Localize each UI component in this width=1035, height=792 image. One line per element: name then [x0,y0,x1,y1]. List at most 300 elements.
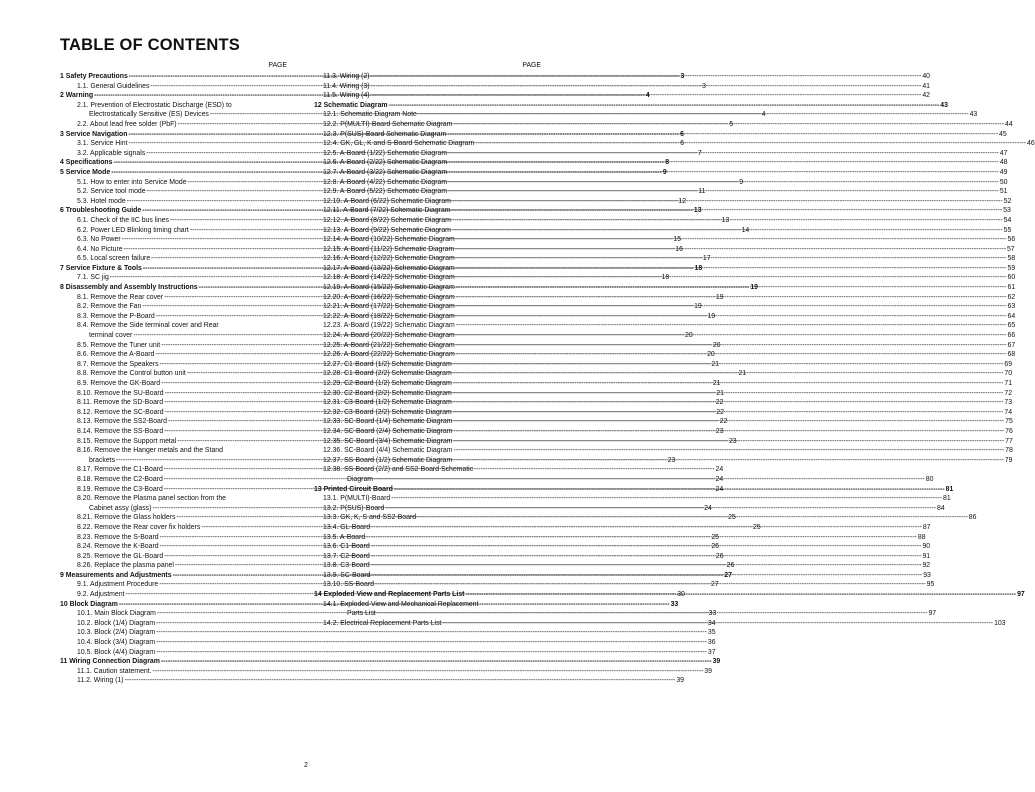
toc-entry-label: 8.16. Remove the Hanger metals and the Stand [77,447,223,455]
toc-subsection-entry[interactable] [312,197,1012,207]
toc-entry-page: 39 [676,677,684,685]
toc-leader-dots [465,590,1016,600]
toc-entry-label: 12.33. SC-Board (1/4) Schematic Diagram [323,418,453,426]
toc-subsection-entry[interactable] [312,110,978,120]
toc-entry-page: 47 [999,149,1008,157]
toc-entry-page: 23 [715,427,724,435]
toc-subsection-entry[interactable] [312,446,1013,456]
toc-entry-page: 24 [704,504,712,512]
toc-entry-label: 10 Block Diagram [60,600,118,608]
toc-entry-label: 13.6. C1-Board [323,543,370,551]
toc-entry-label: 11.5. Wiring (4) [323,92,370,100]
toc-entry-label: 6.3. No Power [77,236,121,244]
toc-leader-dots [453,446,1004,456]
toc-subsection-entry[interactable] [312,139,1035,149]
toc-entry-page: 43 [969,111,978,119]
toc-entry-page: 43 [940,101,948,109]
toc-entry-label: 6.5. Local screen failure [77,255,151,263]
toc-entry-label: 12.24. A-Board (20/22) Schematic Diagram [323,332,455,340]
toc-leader-dots [417,513,968,523]
toc-entry-label: 5 Service Mode [60,168,111,176]
toc-leader-dots [371,542,922,552]
toc-subsection-entry[interactable] [312,178,1008,188]
toc-subsection-entry[interactable] [58,494,287,504]
toc-entry-page: 91 [922,552,931,560]
toc-entry-label: 13.8. C3-Board [323,562,370,570]
toc-entry-label: 8.10. Remove the SU-Board [77,389,164,397]
toc-leader-dots [374,475,925,485]
toc-entry-label: 12.32. C3-Board (2/2) Schematic Diagram [323,408,452,416]
toc-entry-label: 13.4. GL-Board [323,523,371,531]
toc-entry-page: 13 [721,216,730,224]
toc-entry-label: 12.10. A-Board (6/22) Schematic Diagram [323,197,451,205]
toc-entry-label: 12.20. A-Board (16/22) Schematic Diagram [323,293,455,301]
toc-entry-label: 11.2. Wiring (1) [77,677,124,685]
toc-entry-label: 12 Schematic Diagram [314,101,388,109]
toc-entry-label: Diagram [347,475,374,483]
toc-leader-dots [456,235,1007,245]
toc-entry-label: 8.6. Remove the A-Board [77,351,155,359]
toc-entry-label: 12.14. A-Board (10/22) Schematic Diagram [323,236,455,244]
toc-entry-page: 63 [1007,303,1016,311]
toc-leader-dots [452,226,1003,236]
toc-entry-page: 4 [761,111,766,119]
toc-entry-page: 4 [645,92,650,100]
toc-entry-label: 11.1. Caution statement. [77,667,152,675]
toc-leader-dots [448,158,999,168]
toc-entry-page: 39 [704,667,712,675]
toc-entry-page: 20 [685,332,693,340]
toc-entry-page: 60 [1007,274,1016,282]
toc-entry-page: 20 [707,351,715,359]
toc-entry-page: 90 [922,543,931,551]
toc-entry-page: 97 [928,610,937,618]
toc-leader-dots [475,139,1026,149]
toc-entry-page: 18 [661,274,670,282]
toc-subsection-entry[interactable] [58,101,287,111]
toc-entry-page: 13 [693,207,702,215]
toc-leader-dots [453,456,1004,466]
toc-leader-dots [153,667,704,677]
toc-section-entry[interactable] [58,657,721,667]
toc-leader-dots [371,523,922,533]
toc-entry-page: 25 [728,514,736,522]
toc-entry-label: 8.3. Remove the P-Board [77,312,155,320]
toc-entry-label: 12.7. A-Board (3/22) Schematic Diagram [323,168,448,176]
toc-leader-dots [448,178,999,188]
toc-entry-label: 8.25. Remove the GL-Board [77,552,164,560]
toc-entry-label: 6.1. Check of the IIC bus lines [77,216,169,224]
toc-entry-page: 65 [1007,322,1016,330]
toc-entry-label: 2 Warning [60,92,94,100]
toc-leader-dots [456,312,1007,322]
toc-leader-dots [456,302,1007,312]
toc-entry-page: 27 [710,581,719,589]
toc-entry-page: 19 [750,284,758,292]
toc-entry-label: 8.14. Remove the SS-Board [77,427,164,435]
toc-entry-label: 8.23. Remove the S-Board [77,533,159,541]
toc-entry-page: 87 [922,523,931,531]
toc-leader-dots [389,101,940,111]
toc-entry-page: 15 [673,236,682,244]
toc-entry-label: 5.1. How to enter into Service Mode [77,178,187,186]
toc-subsection-entry[interactable] [312,273,1016,283]
toc-entry-page: 14 [741,226,750,234]
toc-subsection-entry[interactable] [312,158,1008,168]
toc-entry-label: 12.11. A-Board (7/22) Schematic Diagram [323,207,451,215]
toc-entry-page: 79 [1004,456,1013,464]
toc-list [312,72,1035,628]
toc-subsection-entry[interactable] [312,72,930,82]
toc-entry-label: 8.13. Remove the SS2-Board [77,418,168,426]
toc-entry-label: 3.2. Applicable signals [77,149,146,157]
toc-subsection-entry[interactable] [312,130,1007,140]
toc-entry-label: 8.1. Remove the Rear cover [77,293,164,301]
toc-entry-label: 6 Troubleshooting Guide [60,207,142,215]
toc-entry-label: 12.4. GK, GL, K and S-Board Schematic Diagram [323,140,475,148]
toc-entry-page: 26 [726,562,735,570]
toc-entry-page: 25 [711,533,719,541]
toc-entry-label: 12.19. A-Board (15/22) Schematic Diagram [323,284,455,292]
toc-entry-label: brackets [89,456,116,464]
toc-entry-page: 57 [1006,245,1015,253]
toc-subsection-entry[interactable] [312,120,1013,130]
toc-entry-page: 81 [943,495,951,503]
toc-subsection-entry[interactable] [312,321,1016,331]
toc-leader-dots [456,254,1007,264]
toc-entry-page: 3 [702,82,706,90]
toc-leader-dots [453,389,1004,399]
toc-leader-dots [456,293,1007,303]
toc-leader-dots [455,245,1006,255]
toc-leader-dots [453,437,1004,447]
toc-entry-page: 26 [711,543,719,551]
toc-entry-page: 73 [1004,399,1013,407]
toc-subsection-entry[interactable] [312,82,930,92]
toc-subsection-entry[interactable] [312,331,1016,341]
toc-entry-label: 5.2. Service tool mode [77,188,146,196]
toc-entry-label: 11 Wiring Connection Diagram [60,658,160,666]
toc-entry-page: 64 [1007,312,1016,320]
toc-entry-label: 8.5. Remove the Tuner unit [77,341,161,349]
toc-entry-label: 13.5. A-Board [323,533,366,541]
toc-entry-page: 46 [1027,140,1035,148]
toc-entry-label: 6.4. No Picture [77,245,123,253]
toc-section-entry[interactable] [312,101,948,111]
toc-entry-page: 9 [662,168,667,176]
toc-entry-label: 12.30. C2-Board (2/2) Schematic Diagram [323,389,452,397]
toc-subsection-entry[interactable] [58,321,287,331]
toc-entry-label: 12.2. P(MULTI)-Board Schematic Diagram [323,120,453,128]
toc-entry-page: 8 [665,159,670,167]
toc-entry-label: 12.18. A-Board (14/22) Schematic Diagram [323,274,455,282]
toc-entry-label: 10.1. Main Block Diagram [77,610,156,618]
toc-entry-page: 20 [712,341,721,349]
toc-entry-label: 13.9. SC-Board [323,571,371,579]
toc-leader-dots [456,341,1007,351]
toc-entry-label: Parts List [347,610,376,618]
toc-entry-page: 80 [925,475,934,483]
toc-subsection-entry[interactable] [312,465,541,475]
toc-entry-page: 6 [680,130,684,138]
toc-entry-label: 13 Printed Circuit Board [314,485,393,493]
toc-subsection-entry[interactable] [312,427,1013,437]
toc-entry-label: 12.5. A-Board (1/22) Schematic Diagram [323,149,448,157]
toc-entry-label: 6.2. Power LED Blinking timing chart [77,226,189,234]
toc-entry-label: 12.38. SS-Board (2/2) and SS2-Board Schematic [323,466,474,474]
toc-entry-label: 13.7. C2-Board [323,552,370,560]
toc-entry-page: 40 [922,73,930,80]
toc-entry-label: 12.13. A-Board (9/22) Schematic Diagram [323,226,451,234]
toc-entry-page: 27 [724,571,732,579]
toc-entry-page: 21 [738,370,747,378]
toc-entry-label: 12.21. A-Board (17/22) Schematic Diagram [323,303,455,311]
toc-column-right [312,60,1035,628]
toc-entry-page: 103 [994,619,1006,627]
toc-entry-page: 34 [707,619,716,627]
toc-entry-page: 7 [697,149,702,157]
toc-entry-label: 14.1. Exploded View and Mechanical Replacement [323,600,479,608]
toc-leader-dots [456,331,1007,341]
toc-entry-page: 75 [1005,418,1013,426]
toc-subsection-entry[interactable] [312,168,1008,178]
toc-entry-page: 30 [677,591,685,599]
page-number: 2 [304,762,308,769]
toc-entry-page: 42 [922,92,930,100]
toc-leader-dots [453,379,1004,389]
toc-entry-label: 12.23. A-Board (19/22) Schematic Diagram [323,322,455,330]
toc-entry-label: 13.10. SS-Board [323,581,374,589]
toc-entry-page: 52 [1003,197,1012,205]
toc-entry-label: 5.3. Hotel mode [77,197,126,205]
toc-entry-page: 19 [694,303,702,311]
toc-leader-dots [452,197,1003,207]
toc-entry-page: 95 [926,581,935,589]
toc-subsection-entry[interactable] [312,408,1013,418]
toc-subsection-entry[interactable] [312,91,930,101]
toc-subsection-entry[interactable] [58,638,716,648]
toc-subsection-entry[interactable] [312,494,951,504]
toc-entry-page: 72 [1004,389,1013,397]
toc-entry-page: 18 [694,264,703,272]
toc-entry-page: 36 [707,639,716,647]
toc-leader-dots [447,130,998,140]
toc-leader-dots [453,417,1004,427]
page-title: TABLE OF CONTENTS [60,36,241,54]
toc-subsection-entry[interactable] [312,600,541,610]
toc-entry-page: 55 [1003,226,1012,234]
toc-entry-label: 12.15. A-Board (11/22) Schematic Diagram [323,245,455,253]
toc-entry-page: 78 [1005,447,1013,455]
toc-entry-label: 12.36. SC-Board (4/4) Schematic Diagram [323,447,453,455]
toc-entry-page: 21 [712,380,721,387]
toc-entry-label: 10.3. Block (2/4) Diagram [77,629,156,637]
toc-entry-page: 59 [1007,264,1016,272]
toc-entry-label: 10.4. Block (3/4) Diagram [77,639,156,647]
toc-entry-label: 8.9. Remove the GK-Board [77,380,161,387]
toc-entry-page: 49 [999,168,1008,176]
toc-leader-dots [448,187,999,197]
toc-entry-label: 8.2. Remove the Fan [77,303,142,311]
toc-leader-dots [371,561,922,571]
page-column-header: PAGE [522,62,541,69]
toc-entry-label: 12.12. A-Board (8/22) Schematic Diagram [323,216,451,224]
toc-leader-dots [372,571,923,581]
toc-leader-dots [377,609,928,619]
toc-leader-dots [451,206,1002,216]
toc-entry-page: 44 [1005,120,1013,128]
toc-entry-page: 53 [1003,207,1011,215]
toc-entry-label: 1.1. General Guidelines [77,82,150,90]
toc-entry-page: 88 [917,533,926,541]
toc-leader-dots [125,676,676,686]
toc-subsection-entry[interactable] [312,149,1008,159]
toc-entry-label: 8.7. Remove the Speakers [77,360,159,368]
toc-entry-page: 11 [698,188,706,196]
toc-entry-page: 84 [937,504,945,512]
toc-entry-label: 13.3. GK, K, S and SS2-Board [323,514,417,522]
page-column-header: PAGE [268,62,287,69]
toc-entry-label: 8.26. Replace the plasma panel [77,562,174,570]
toc-subsection-entry[interactable] [312,283,1016,293]
toc-entry-page: 19 [715,293,724,301]
toc-entry-page: 6 [680,140,685,148]
toc-entry-page: 71 [1004,380,1013,387]
toc-entry-page: 21 [711,360,719,368]
toc-entry-label: 3 Service Navigation [60,130,128,138]
toc-entry-page: 25 [753,523,761,531]
toc-entry-page: 93 [923,571,931,579]
toc-leader-dots [385,504,936,514]
toc-entry-label: 7.1. SC jig [77,274,109,282]
toc-entry-page: 23 [667,456,676,464]
toc-entry-label: 8.22. Remove the Rear cover fix holders [77,523,201,531]
toc-entry-label: 12.29. C2-Board (1/2) Schematic Diagram [323,380,452,387]
toc-entry-label: 8.8. Remove the Control button unit [77,370,186,378]
toc-entry-label: 12.8. A-Board (4/22) Schematic Diagram [323,178,448,186]
toc-entry-page: 24 [715,485,724,493]
toc-entry-page: 81 [945,485,954,493]
toc-entry-label: Electrostatically Sensitive (ES) Devices [89,111,209,119]
toc-entry-page: 24 [715,466,724,474]
toc-leader-dots [156,628,707,638]
toc-entry-label: 12.22. A-Board (18/22) Schematic Diagram [323,312,455,320]
toc-entry-page: 19 [707,312,716,320]
toc-leader-dots [453,408,1004,418]
toc-entry-label: 13.2. P(SUS)-Board [323,504,385,512]
toc-entry-label: 8.17. Remove the C1-Board [77,466,163,474]
toc-entry-label: 8.11. Remove the SD-Board [77,399,164,407]
toc-entry-label: terminal cover [89,332,133,340]
toc-entry-label: 12.37. SS-Board (1/2) Schematic Diagram [323,456,453,464]
toc-entry-page: 86 [968,514,977,522]
toc-entry-label: 11.4. Wiring (3) [323,82,370,90]
toc-leader-dots [375,580,926,590]
toc-entry-page: 77 [1005,437,1013,445]
toc-leader-dots [442,619,993,629]
toc-entry-page: 51 [999,188,1008,196]
toc-entry-page: 41 [922,82,930,90]
toc-entry-label: Cabinet assy (glass) [89,504,152,512]
toc-subsection-entry[interactable] [58,648,716,658]
toc-entry-label: 4 Specifications [60,159,113,167]
toc-subsection-entry[interactable] [58,667,712,677]
toc-entry-label: 8.24. Remove the K-Board [77,543,159,551]
toc-entry-page: 62 [1007,293,1016,301]
toc-entry-page: 22 [715,399,724,407]
toc-leader-dots [456,283,1007,293]
toc-entry-page: 66 [1007,332,1016,340]
toc-entry-page: 69 [1004,360,1013,368]
toc-leader-dots [456,264,1007,274]
toc-leader-dots [156,638,707,648]
toc-entry-label: 12.16. A-Board (12/22) Schematic Diagram [323,255,455,263]
toc-entry-page: 48 [999,159,1008,167]
toc-leader-dots [453,369,1004,379]
toc-entry-page: 61 [1007,284,1016,292]
toc-entry-page: 37 [707,648,716,656]
toc-entry-page: 54 [1003,216,1012,224]
toc-entry-label: 12.34. SC-Board (2/4) Schematic Diagram [323,427,453,435]
toc-entry-page: 23 [728,437,737,445]
toc-entry-label: 1 Safety Precautions [60,73,128,80]
toc-entry-page: 12 [678,197,687,205]
toc-subsection-entry[interactable] [58,446,287,456]
toc-entry-page: 74 [1004,408,1013,416]
toc-entry-page: 70 [1004,370,1013,378]
toc-entry-label: 10.2. Block (1/4) Diagram [77,619,156,627]
toc-entry-page: 22 [719,418,728,426]
toc-entry-label: 12.25. A-Board (21/22) Schematic Diagram [323,341,455,349]
toc-leader-dots [418,110,969,120]
toc-entry-label: 9.2. Adjustment [77,591,125,599]
toc-entry-page: 22 [716,408,724,416]
toc-entry-label: 12.28. C1-Board (2/2) Schematic Diagram [323,370,452,378]
toc-subsection-entry[interactable] [58,628,716,638]
toc-entry-label: 11.3. Wiring (2) [323,73,370,80]
toc-entry-page: 50 [999,178,1008,186]
toc-leader-dots [366,533,917,543]
toc-entry-label: 12.9. A-Board (5/22) Schematic Diagram [323,188,448,196]
toc-entry-label: 13.1. P(MULTI)-Board [323,495,391,503]
toc-subsection-entry[interactable] [58,676,684,686]
toc-entry-page: 21 [716,389,724,397]
toc-leader-dots [453,427,1004,437]
toc-entry-label: 14.2. Electrical Replacement Parts List [323,619,442,627]
toc-entry-label: 12.6. A-Board (2/22) Schematic Diagram [323,159,448,167]
toc-leader-dots [453,360,1004,370]
toc-entry-page: 92 [922,562,931,570]
toc-subsection-entry[interactable] [312,437,1013,447]
toc-entry-label: 9.1. Adjustment Procedure [77,581,159,589]
toc-leader-dots [456,273,1007,283]
toc-entry-page: 17 [702,255,711,263]
toc-entry-page: 97 [1017,591,1025,599]
toc-subsection-entry[interactable] [312,456,1013,466]
toc-leader-dots [156,648,707,658]
toc-entry-label: 12.27. C1-Board (1/2) Schematic Diagram [323,360,452,368]
toc-leader-dots [456,321,1007,331]
toc-entry-page: 33 [670,600,679,608]
toc-entry-page: 76 [1005,427,1013,435]
toc-entry-label: 12.26. A-Board (22/22) Schematic Diagram [323,351,455,359]
toc-leader-dots [161,657,712,667]
toc-leader-dots [371,552,922,562]
toc-leader-dots [394,485,945,495]
toc-entry-page: 3 [680,73,685,80]
toc-entry-page: 9 [739,178,744,186]
toc-entry-page: 26 [715,552,724,560]
